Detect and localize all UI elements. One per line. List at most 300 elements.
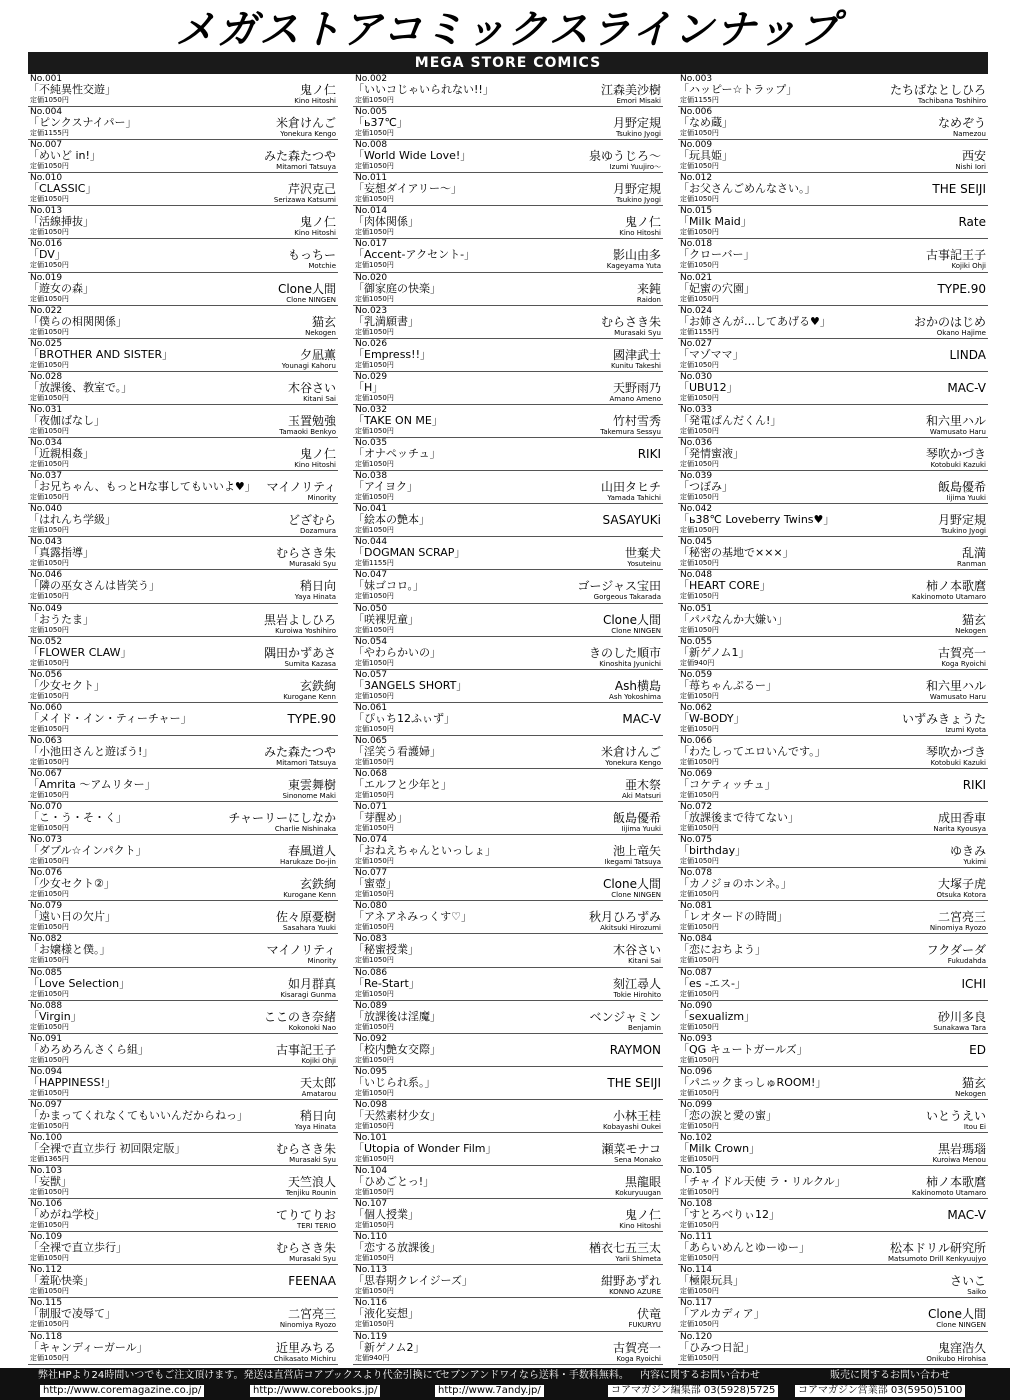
entry-title: 「ぴぃち12ふぃず」 (353, 711, 455, 725)
list-item (28, 637, 338, 670)
entry-price: 定価1050円 (355, 228, 394, 237)
entry-author-romaji: Tamaoki Benkyo (279, 427, 336, 436)
entry-price: 定価1050円 (30, 493, 69, 502)
entry-title: 「ピンクスナイパー」 (28, 116, 137, 130)
entry-author: 小林王桂 (612, 1108, 661, 1123)
corebooks-link[interactable]: http://www.corebooks.jp/ (250, 1385, 380, 1397)
entry-author: Rate (958, 215, 986, 230)
entry-number: No.059 (680, 669, 713, 680)
list-item (28, 306, 338, 339)
entry-title: 「Milk Crown」 (678, 1142, 761, 1155)
entry-author: 黒岩よしひろ (263, 612, 336, 627)
entry-author: 古事記王子 (275, 1042, 336, 1057)
entry-author-romaji: Gorgeous Takarada (593, 593, 661, 602)
entry-author-romaji: Murasaki Syu (289, 1255, 336, 1264)
entry-title: 「お姉さんが…してあげる♥」 (678, 314, 831, 328)
entry-price: 定価1050円 (30, 1188, 69, 1197)
entry-author-romaji: Kakinomoto Utamaro (911, 593, 986, 602)
entry-title: 「恋におちよう」 (678, 943, 766, 957)
entry-price: 定価1050円 (30, 559, 69, 568)
entry-author-romaji: Wamusato Haru (929, 692, 986, 701)
entry-title: 「放課後、教室で。」 (28, 380, 133, 394)
entry-title: 「ひめごとっ!」 (353, 1175, 435, 1189)
entry-title: 「ダブル☆インパクト」 (28, 844, 147, 858)
entry-number: No.089 (355, 1000, 388, 1011)
entry-title: 「つぼみ」 (678, 480, 733, 494)
entry-price: 定価1050円 (680, 1320, 719, 1329)
list-item (678, 306, 988, 339)
footer-note-order: 弊社HPより24時間いつでもご注文頂けます。発送は直営店コアブックスより代金引換にて (38, 1370, 443, 1381)
entry-author: 天野雨乃 (612, 380, 661, 395)
entry-price: 定価1050円 (680, 790, 719, 799)
entry-price: 定価1050円 (355, 1055, 394, 1064)
entry-author-romaji: Sumita Kazasa (284, 659, 336, 668)
entry-price: 定価1050円 (355, 824, 394, 833)
entry-number: No.097 (30, 1099, 63, 1110)
entry-price: 定価1155円 (30, 129, 69, 138)
entry-price: 定価1050円 (30, 195, 69, 204)
entry-author-romaji: Iijima Yuuki (946, 494, 986, 503)
entry-number: No.037 (30, 471, 63, 482)
entry-price: 定価1050円 (355, 195, 394, 204)
entry-author: 竹村雪秀 (612, 413, 661, 428)
entry-author-romaji: Izumi Kyota (945, 725, 986, 734)
entry-title: 「放課後は淫魔」 (353, 1009, 441, 1023)
entry-number: No.023 (355, 305, 388, 316)
entry-title: 「エルフと少年と」 (353, 777, 452, 791)
entry-author: 黒岩瑪瑙 (937, 1142, 986, 1156)
entry-number: No.090 (680, 1000, 713, 1011)
list-item (678, 1034, 988, 1067)
entry-author-romaji: Tsukino Jyogi (940, 527, 986, 536)
entry-price: 定価1050円 (680, 890, 719, 899)
entry-number: No.108 (680, 1199, 713, 1210)
entry-author-romaji: Takemura Sessyu (600, 427, 661, 436)
entry-author-romaji: Clone NINGEN (611, 891, 661, 900)
entry-title: 「オナペッチュ」 (353, 447, 441, 461)
entry-author-romaji: Benjamin (628, 1023, 661, 1032)
entry-title: 「不純異性交遊」 (28, 83, 116, 96)
entry-author: 稍日向 (299, 579, 336, 594)
entry-number: No.116 (355, 1298, 388, 1309)
footer (0, 1368, 1010, 1400)
list-item (678, 339, 988, 372)
entry-price: 定価1050円 (30, 757, 69, 766)
entry-author: 松本ドリル研究所 (889, 1241, 986, 1256)
entry-author: THE SEIJI (932, 182, 986, 197)
list-item (678, 206, 988, 239)
list-item (678, 934, 988, 967)
list-item (353, 1034, 663, 1067)
entry-author: ここのき奈緒 (263, 1009, 336, 1024)
list-item (353, 670, 663, 703)
entry-price: 定価1050円 (355, 1022, 394, 1031)
entry-title: 「W-BODY」 (678, 711, 745, 725)
entry-author: 柿ノ本歌麿 (925, 1175, 986, 1190)
list-item (28, 1199, 338, 1232)
entry-title: 「Amrita 〜アムリター」 (28, 777, 156, 791)
entry-author-romaji: Kino Hitoshi (294, 461, 336, 470)
list-item (678, 1166, 988, 1199)
list-item (28, 504, 338, 537)
entry-author-romaji: FUKURYU (628, 1321, 661, 1330)
entry-price: 定価1050円 (355, 426, 394, 435)
entry-author: MAC-V (622, 711, 661, 726)
entry-price: 定価1050円 (355, 989, 394, 998)
entry-price: 定価1050円 (30, 890, 69, 899)
entry-title: 「少女セクト」 (28, 678, 105, 692)
entry-title: 「めがね学校」 (28, 1208, 105, 1222)
list-item (678, 1332, 988, 1365)
entry-author: FEENAA (288, 1274, 336, 1289)
entry-number: No.013 (30, 206, 63, 217)
entry-author: RIKI (962, 777, 986, 792)
entry-price: 定価1050円 (680, 195, 719, 204)
entry-price: 定価1050円 (680, 757, 719, 766)
entry-price: 定価1050円 (30, 790, 69, 799)
entry-author-romaji: Murasaki Syu (289, 560, 336, 569)
section-banner: MEGA STORE COMICS (28, 52, 988, 74)
list-item (353, 537, 663, 570)
entry-number: No.099 (680, 1099, 713, 1110)
entry-author-romaji: Fukudahda (947, 957, 986, 966)
entry-number: No.078 (680, 868, 713, 879)
list-item (28, 934, 338, 967)
list-item (678, 405, 988, 438)
entry-price: 定価1050円 (30, 824, 69, 833)
entry-author: てりてりお (275, 1208, 336, 1223)
entry-price: 定価1050円 (30, 360, 69, 369)
entry-title: 「肉体関係」 (353, 215, 419, 229)
entry-title: 「絵本の艶本」 (353, 513, 430, 527)
entry-author-romaji: Yaya Hinata (294, 593, 336, 602)
entry-author-romaji: Aki Matsuri (622, 791, 661, 800)
entry-title: 「キャンディーガール」 (28, 1340, 148, 1354)
entry-author-romaji: Yonekura Kengo (605, 758, 661, 767)
entry-author: ゴージャス宝田 (577, 579, 661, 594)
entry-number: No.016 (30, 239, 63, 250)
entry-author: さいこ (949, 1274, 986, 1289)
entry-author: ベンジャミン (589, 1009, 661, 1024)
list-item (678, 438, 988, 471)
list-item (353, 1133, 663, 1166)
list-item (28, 173, 338, 206)
entry-price: 定価1050円 (355, 96, 394, 104)
entry-title: 「めいど in!」 (28, 149, 101, 163)
entry-title: 「お兄ちゃん、もっとHな事してもいいよ♥」 (28, 480, 256, 494)
entry-author-romaji: Kurogane Kenn (283, 891, 336, 900)
list-item (28, 570, 338, 603)
entry-title: 「お嬢様と僕。」 (28, 943, 111, 957)
entry-author: 天竺浪人 (287, 1175, 336, 1190)
entry-author-romaji: Wamusato Haru (929, 427, 986, 436)
entry-author-romaji: Kino Hitoshi (619, 229, 661, 238)
entry-price: 定価1050円 (680, 857, 719, 866)
entry-author-romaji: Clone NINGEN (936, 1321, 986, 1330)
entry-price: 定価1050円 (30, 724, 69, 733)
entry-price: 定価1050円 (355, 890, 394, 899)
entry-author: 世棄犬 (624, 546, 661, 561)
entry-author-romaji: Mitamori Tatsuya (276, 758, 336, 767)
entry-author-romaji: Dozamura (299, 527, 336, 536)
entry-author-romaji: Yamada Tahichi (607, 494, 661, 503)
entry-author: 佐々原憂樹 (275, 910, 336, 925)
list-item (353, 107, 663, 140)
entry-title: 「全裸で直立歩行」 (28, 1241, 127, 1255)
entry-title: 「アルカディア」 (678, 1307, 765, 1321)
entry-author: 米倉けんご (600, 744, 661, 759)
entry-author: MAC-V (947, 380, 986, 395)
entry-author-romaji: Kisaragi Gunma (280, 990, 336, 999)
entry-author: 飯島優希 (612, 811, 661, 826)
entry-number: No.088 (30, 1000, 63, 1011)
entry-number: No.083 (355, 934, 388, 945)
entry-author-romaji: Murasaki Syu (614, 328, 661, 337)
entry-author: 玄鉄絢 (299, 877, 336, 892)
entry-price: 定価1050円 (30, 327, 69, 336)
list-item (678, 637, 988, 670)
list-item (353, 637, 663, 670)
entry-author-romaji: Akitsuki Hirozumi (600, 924, 661, 933)
entry-number: No.094 (30, 1066, 63, 1077)
entry-price: 定価1050円 (355, 1155, 394, 1163)
entry-price: 定価1050円 (355, 625, 394, 634)
entry-title: 「天然素材少女」 (353, 1108, 441, 1122)
entry-number: No.095 (355, 1066, 388, 1077)
entry-number: No.119 (355, 1331, 388, 1342)
list-item (678, 968, 988, 1001)
list-item (678, 868, 988, 901)
entry-price: 定価1050円 (30, 1353, 69, 1362)
entry-price: 定価1050円 (680, 228, 719, 237)
entry-title: 「発情蜜液」 (678, 447, 744, 461)
entry-author-romaji: Kokuryuugan (615, 1189, 661, 1198)
entry-price: 定価1050円 (355, 790, 394, 799)
7andy-link[interactable]: http://www.7andy.jp/ (435, 1385, 544, 1397)
entry-number: No.057 (355, 669, 388, 680)
entry-title: 「HEART CORE」 (678, 579, 771, 593)
entry-number: No.073 (30, 835, 63, 846)
entry-number: No.075 (680, 835, 713, 846)
entry-title: 「アイヨク」 (353, 480, 419, 494)
entry-price: 定価1050円 (680, 426, 719, 435)
entry-price: 定価1050円 (355, 724, 394, 733)
entry-title: 「おねえちゃんといっしょ」 (353, 844, 496, 858)
entry-title: 「咲裸児童」 (353, 612, 419, 626)
entry-title: 「あらいめんとゆーゆー」 (678, 1241, 810, 1255)
entry-number: No.006 (680, 107, 713, 118)
list-item (678, 471, 988, 504)
list-item (353, 1298, 663, 1331)
list-item (353, 1067, 663, 1100)
entry-price: 定価1050円 (355, 1121, 394, 1130)
entry-price: 定価1050円 (30, 956, 69, 965)
entry-author: ED (969, 1042, 986, 1057)
entry-number: No.007 (30, 140, 63, 151)
entry-author: フクダーダ (926, 943, 986, 958)
entry-price: 定価1050円 (680, 526, 719, 535)
entry-author: もっちー (287, 248, 336, 263)
entry-author-romaji: Koga Ryoichi (941, 659, 986, 668)
entry-author: 紺野あずれ (600, 1274, 661, 1289)
entry-author: THE SEIJI (607, 1075, 661, 1090)
entry-author: Clone人間 (277, 281, 336, 296)
entry-price: 定価1050円 (355, 956, 394, 965)
entry-number: No.065 (355, 735, 388, 746)
entry-number: No.024 (680, 305, 713, 316)
entry-author: 古賀亮一 (937, 645, 986, 660)
list-item (28, 901, 338, 934)
list-item (28, 537, 338, 570)
entry-number: No.107 (355, 1199, 388, 1210)
list-item (678, 1232, 988, 1265)
entry-author-romaji: Sena Monako (614, 1156, 661, 1164)
entry-author: 池上竜矢 (612, 844, 661, 859)
list-item (28, 1298, 338, 1331)
entry-number: No.085 (30, 967, 63, 978)
entry-author: 砂川多良 (937, 1009, 986, 1024)
entry-author: 玉置勉強 (287, 413, 336, 428)
list-item (28, 471, 338, 504)
entry-price: 定価1050円 (30, 1287, 69, 1296)
entry-title: 「秘密の基地で×××」 (678, 546, 794, 560)
entry-price: 定価1050円 (680, 625, 719, 634)
entry-price: 定価1050円 (680, 1121, 719, 1130)
entry-author: 泉ゆうじろ〜 (588, 149, 661, 164)
entry-price: 定価1050円 (30, 261, 69, 270)
entry-title: 「新ゲノム1」 (678, 645, 750, 659)
entry-price: 定価1050円 (355, 1188, 394, 1197)
entry-author: みた森たつや (263, 744, 336, 759)
entry-title: 「マゾママ」 (678, 347, 744, 361)
entry-title: 「思春期クレイジーズ」 (353, 1274, 473, 1288)
entry-price: 定価1050円 (680, 1088, 719, 1097)
entry-price: 定価1050円 (680, 129, 719, 138)
list-item (678, 239, 988, 272)
entry-author-romaji: Kotobuki Kazuki (930, 758, 986, 767)
entry-number: No.003 (680, 74, 713, 84)
entry-number: No.043 (30, 537, 63, 548)
entry-title: 「いじられ系。」 (353, 1075, 436, 1089)
entry-title: 「ь37℃」 (353, 116, 408, 130)
entry-author-romaji: Yukimi (963, 858, 986, 867)
entry-price: 定価1050円 (30, 857, 69, 866)
entry-author: 月野定規 (937, 513, 986, 528)
entry-title: 「なめ蔵」 (678, 116, 733, 130)
entry-title: 「QG キュートガールズ」 (678, 1042, 808, 1056)
entry-author: 木谷さい (612, 943, 661, 958)
entry-author-romaji: Izumi Yuujiro〜 (609, 163, 661, 172)
entry-author-romaji: Yonekura Kengo (280, 130, 336, 139)
entry-title: 「秘蜜授業」 (353, 943, 419, 957)
entry-title: 「いいコじゃいられない!!」 (353, 83, 494, 96)
list-item (678, 802, 988, 835)
list-item (28, 1100, 338, 1133)
entry-price: 定価940円 (680, 658, 715, 667)
entry-price: 定価1050円 (355, 1287, 394, 1296)
entry-number: No.070 (30, 802, 63, 813)
entry-price: 定価1050円 (680, 691, 719, 700)
entry-author: 近里みちる (275, 1340, 336, 1355)
entry-author-romaji: Harukaze Do-jin (280, 858, 336, 867)
entry-author-romaji: Kotobuki Kazuki (930, 461, 986, 470)
entry-number: No.120 (680, 1331, 713, 1342)
entry-number: No.047 (355, 570, 388, 581)
comics-list (28, 74, 988, 1365)
entry-title: 「アネアネみっくす♡」 (353, 910, 472, 924)
entry-author-romaji: Matsumoto Drill Kenkyuujyo (887, 1255, 986, 1264)
entry-author-romaji: Tenjiku Rounin (285, 1189, 336, 1198)
entry-author: Clone人間 (602, 877, 661, 892)
list-item (353, 239, 663, 272)
entry-author-romaji: Okano Hajime (936, 328, 986, 337)
list-item (678, 901, 988, 934)
entry-number: No.091 (30, 1033, 63, 1044)
entry-title: 「DV」 (28, 248, 66, 262)
entry-title: 「H」 (353, 380, 384, 394)
entry-number: No.039 (680, 471, 713, 482)
entry-number: No.002 (355, 74, 388, 84)
list-item (28, 1265, 338, 1298)
entry-title: 「ь38℃ Loveberry Twins♥」 (678, 513, 835, 527)
entry-author: 木谷さい (287, 380, 336, 395)
entry-title: 「近親相姦」 (28, 447, 94, 461)
entry-author-romaji: Kino Hitoshi (294, 229, 336, 238)
entry-author-romaji: Narita Kyousya (933, 825, 986, 834)
entry-author: いとうえい (925, 1108, 986, 1123)
entry-price: 定価1050円 (680, 724, 719, 733)
entry-author: むらさき朱 (600, 314, 661, 329)
entry-author-romaji: Saiko (967, 1288, 986, 1297)
entry-price: 定価1050円 (680, 1254, 719, 1263)
entry-number: No.018 (680, 239, 713, 250)
entry-number: No.079 (30, 901, 63, 912)
entry-author: 和六里ハル (925, 678, 986, 693)
entry-author: きのした順市 (588, 645, 661, 660)
entry-author-romaji: Emori Misaki (616, 97, 661, 105)
entry-title: 「恋の涙と愛の蜜」 (678, 1108, 777, 1122)
entry-number: No.015 (680, 206, 713, 217)
entry-title: 「苺ちゃんぷるー」 (678, 678, 777, 692)
entry-number: No.117 (680, 1298, 713, 1309)
entry-title: 「個人授業」 (353, 1208, 419, 1222)
list-item (28, 604, 338, 637)
entry-title: 「妹ゴコロ。」 (353, 579, 425, 593)
entry-author: 稍日向 (299, 1108, 336, 1123)
list-item (28, 1067, 338, 1100)
entry-number: No.046 (30, 570, 63, 581)
list-item (678, 736, 988, 769)
entry-title: 「活線挿抜」 (28, 215, 94, 229)
entry-author-romaji: TERI TERIO (297, 1222, 336, 1231)
coremagazine-link[interactable]: http://www.coremagazine.co.jp/ (40, 1385, 204, 1397)
entry-title: 「Love Selection」 (28, 976, 131, 990)
entry-title: 「ハッピー☆トラップ」 (678, 83, 798, 96)
entry-author: 米倉けんご (275, 116, 336, 131)
entry-author-romaji: Amano Ameno (609, 394, 661, 403)
entry-title: 「Virgin」 (28, 1009, 82, 1023)
entry-number: No.086 (355, 967, 388, 978)
entry-price: 定価1050円 (680, 1055, 719, 1064)
entry-title: 「極限玩具」 (678, 1274, 744, 1288)
entry-number: No.027 (680, 338, 713, 349)
entry-author-romaji: Tokie Hirohito (613, 990, 661, 999)
entry-price: 定価1050円 (30, 460, 69, 469)
entry-price: 定価1050円 (355, 1320, 394, 1329)
list-item (28, 868, 338, 901)
list-item (353, 372, 663, 405)
entry-number: No.074 (355, 835, 388, 846)
